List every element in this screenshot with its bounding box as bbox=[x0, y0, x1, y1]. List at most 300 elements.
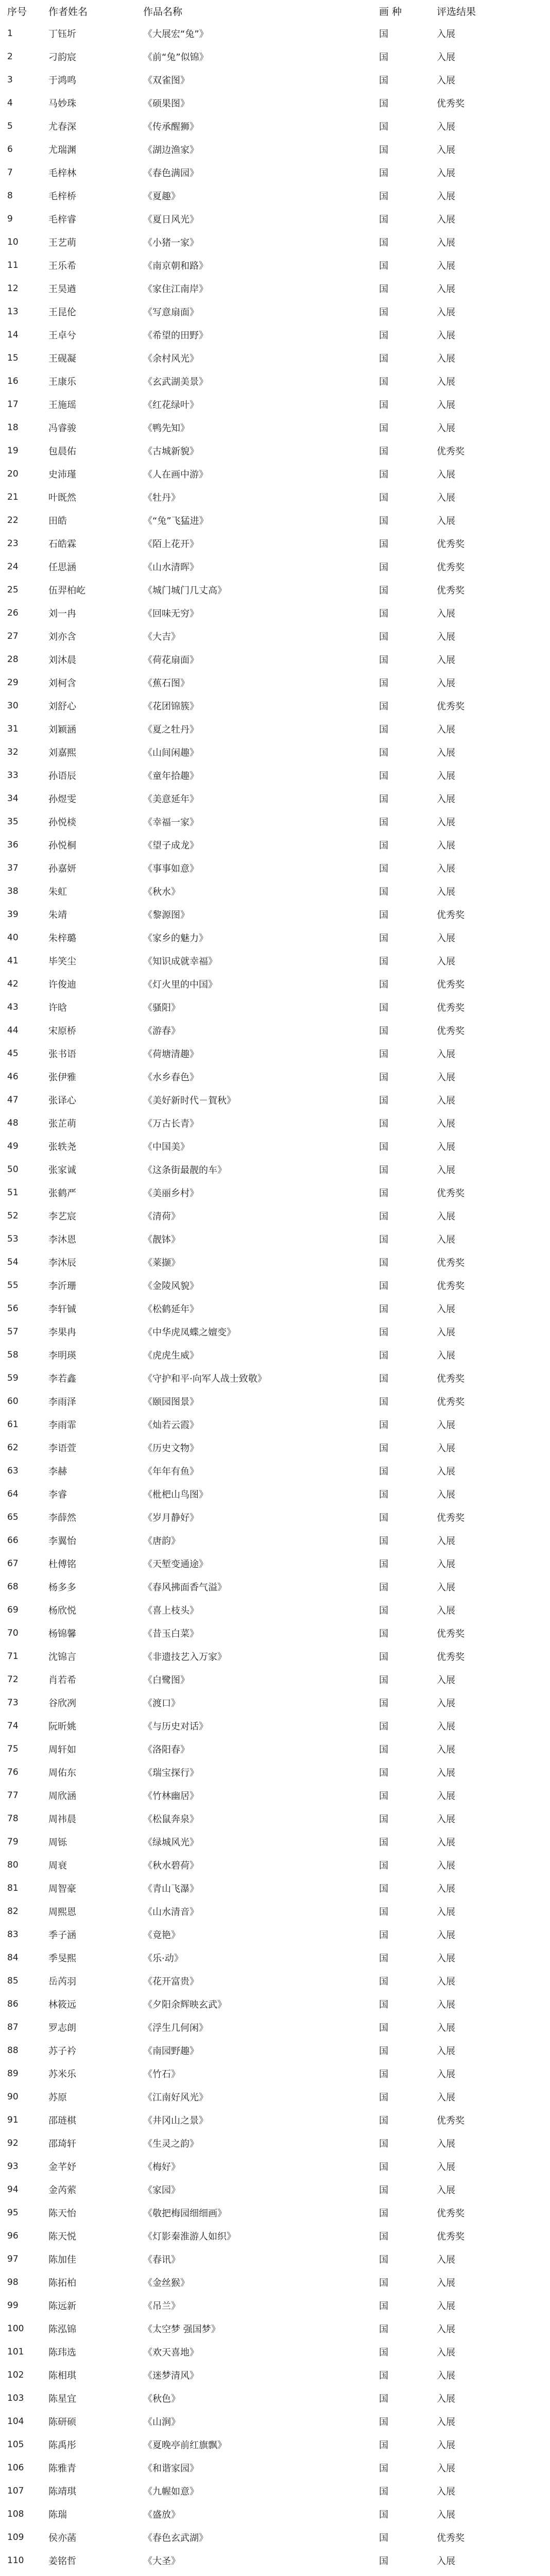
table-row bbox=[0, 2108, 550, 2131]
row-author: 李语萱 bbox=[48, 1443, 76, 1454]
row-kind: 国 bbox=[379, 1744, 388, 1755]
row-title bbox=[143, 2572, 379, 2576]
row-kind: 国 bbox=[379, 422, 388, 434]
row-author: 叶既然 bbox=[48, 492, 76, 503]
row-number: 98 bbox=[7, 2277, 19, 2287]
row-title: 《迷梦清风》 bbox=[143, 2370, 199, 2381]
row-kind: 国 bbox=[379, 585, 388, 596]
row-kind: 国 bbox=[379, 1211, 388, 1222]
row-author: 刘柯含 bbox=[48, 677, 76, 689]
table-row bbox=[0, 2317, 550, 2340]
row-author: 周祎晨 bbox=[48, 1814, 76, 1825]
row-title: 《中华虎凤蝶之嬗变》 bbox=[143, 1327, 236, 1338]
row-number: 35 bbox=[7, 816, 19, 827]
row-title: 《双雀图》 bbox=[143, 75, 190, 86]
table-row bbox=[0, 253, 550, 277]
row-number: 2 bbox=[7, 51, 13, 62]
row-kind: 国 bbox=[379, 562, 388, 573]
table-row bbox=[0, 1876, 550, 1900]
row-result: 入展 bbox=[437, 1350, 455, 1361]
table-row bbox=[0, 1714, 550, 1737]
row-number: 46 bbox=[7, 1071, 19, 1082]
row-title: 《骚阳》 bbox=[143, 1002, 180, 1013]
row-number: 102 bbox=[7, 2369, 24, 2380]
row-title: 《古城新貌》 bbox=[143, 446, 199, 457]
table-row bbox=[0, 416, 550, 439]
row-title: 《硕果图》 bbox=[143, 98, 190, 109]
row-title: 《美好新时代－賀秋》 bbox=[143, 1095, 236, 1106]
row-title: 《松鼠奔泉》 bbox=[143, 1814, 199, 1825]
row-kind: 国 bbox=[379, 770, 388, 782]
row-result: 入展 bbox=[437, 1164, 455, 1176]
row-author: 包晨佑 bbox=[48, 446, 76, 457]
row-author: 孙煜雯 bbox=[48, 793, 76, 805]
row-number: 91 bbox=[7, 2114, 19, 2125]
row-title: 《家乡的魅力》 bbox=[143, 933, 208, 944]
row-author: 陈相琪 bbox=[48, 2370, 76, 2381]
row-number: 108 bbox=[7, 2509, 24, 2519]
row-author: 王施瑶 bbox=[48, 399, 76, 411]
row-kind: 国 bbox=[379, 399, 388, 411]
row-title: 《余村风光》 bbox=[143, 353, 199, 364]
row-kind: 国 bbox=[379, 1721, 388, 1732]
row-number: 17 bbox=[7, 399, 19, 410]
table-row bbox=[0, 1366, 550, 1389]
table-row bbox=[0, 555, 550, 578]
row-result: 入展 bbox=[437, 237, 455, 248]
table-row bbox=[0, 68, 550, 91]
table-row bbox=[0, 2155, 550, 2178]
row-kind: 国 bbox=[379, 817, 388, 828]
table-row bbox=[0, 300, 550, 323]
row-title: 《与历史对话》 bbox=[143, 1721, 208, 1732]
row-number: 93 bbox=[7, 2161, 19, 2172]
table-row bbox=[0, 2062, 550, 2085]
table-row bbox=[0, 578, 550, 601]
table-row bbox=[0, 1111, 550, 1134]
table-row bbox=[0, 1737, 550, 1760]
row-title: 《夏之牡丹》 bbox=[143, 724, 199, 735]
row-kind: 国 bbox=[379, 631, 388, 642]
row-kind: 国 bbox=[379, 1860, 388, 1871]
row-kind: 国 bbox=[379, 1674, 388, 1686]
row-result: 入展 bbox=[437, 840, 455, 851]
row-title: 《敬把梅园细细画》 bbox=[143, 2208, 227, 2219]
row-result: 入展 bbox=[437, 2300, 455, 2312]
table-row bbox=[0, 1250, 550, 1274]
row-number bbox=[0, 2572, 48, 2576]
row-author: 王艺萌 bbox=[48, 237, 76, 248]
row-kind: 国 bbox=[379, 909, 388, 921]
row-number: 58 bbox=[7, 1349, 19, 1360]
row-title: 《春风拂面香气溢》 bbox=[143, 1582, 227, 1593]
row-kind: 国 bbox=[379, 2208, 388, 2219]
row-kind: 国 bbox=[379, 793, 388, 805]
row-title: 《鸭先知》 bbox=[143, 422, 190, 434]
row-number: 81 bbox=[7, 1883, 19, 1893]
row-result: 入展 bbox=[437, 677, 455, 689]
row-title: 《湖边渔家》 bbox=[143, 144, 199, 156]
table-row bbox=[0, 2201, 550, 2224]
table-row bbox=[0, 2085, 550, 2108]
row-number: 21 bbox=[7, 492, 19, 502]
table-row bbox=[0, 1969, 550, 1992]
row-number: 78 bbox=[7, 1813, 19, 1824]
row-title: 《大展宏“兔”》 bbox=[143, 28, 209, 40]
row-title: 《美丽乡村》 bbox=[143, 1188, 199, 1199]
row-result: 入展 bbox=[437, 2347, 455, 2358]
row-number: 13 bbox=[7, 306, 19, 317]
table-row bbox=[0, 230, 550, 253]
table-row bbox=[0, 207, 550, 230]
row-author: 陈玮选 bbox=[48, 2347, 76, 2358]
row-title: 《城门城门几丈高》 bbox=[143, 585, 227, 596]
row-kind: 国 bbox=[379, 608, 388, 619]
row-result: 入展 bbox=[437, 747, 455, 758]
row-result: 入展 bbox=[437, 492, 455, 503]
row-result: 优秀奖 bbox=[437, 701, 465, 712]
row-result: 入展 bbox=[437, 1953, 455, 1964]
row-result: 优秀奖 bbox=[437, 1002, 465, 1013]
row-result: 入展 bbox=[437, 2045, 455, 2057]
row-author: 李赫 bbox=[48, 1466, 67, 1477]
table-row bbox=[0, 1645, 550, 1668]
row-author: 许俊迪 bbox=[48, 979, 76, 990]
table-row bbox=[0, 1413, 550, 1436]
row-kind: 国 bbox=[379, 2324, 388, 2335]
row-author: 张译心 bbox=[48, 1095, 76, 1106]
row-title: 《南京朝和路》 bbox=[143, 260, 208, 272]
row-number: 24 bbox=[7, 561, 19, 572]
row-result: 入展 bbox=[437, 817, 455, 828]
row-number: 104 bbox=[7, 2416, 24, 2427]
row-kind: 国 bbox=[379, 1002, 388, 1013]
row-result: 入展 bbox=[437, 608, 455, 619]
row-number: 92 bbox=[7, 2138, 19, 2148]
row-number: 110 bbox=[7, 2555, 24, 2566]
row-result: 入展 bbox=[437, 330, 455, 341]
table-row bbox=[0, 972, 550, 995]
row-kind: 国 bbox=[379, 1280, 388, 1292]
table-row bbox=[0, 926, 550, 949]
header-kind: 画 种 bbox=[379, 6, 402, 18]
row-number: 23 bbox=[7, 538, 19, 549]
row-author: 阮昕姚 bbox=[48, 1721, 76, 1732]
row-title: 《梅好》 bbox=[143, 2161, 180, 2173]
row-number: 67 bbox=[7, 1558, 19, 1569]
row-number: 99 bbox=[7, 2300, 19, 2311]
row-author: 刘沐晨 bbox=[48, 654, 76, 666]
row-kind: 国 bbox=[379, 1188, 388, 1199]
table-row bbox=[0, 323, 550, 346]
row-title: 《知识成就幸福》 bbox=[143, 956, 217, 967]
row-author: 陈泓锦 bbox=[48, 2324, 76, 2335]
table-row bbox=[0, 462, 550, 485]
row-number: 76 bbox=[7, 1767, 19, 1777]
row-title: 《绿城风光》 bbox=[143, 1837, 199, 1848]
row-author: 金芊妤 bbox=[48, 2161, 76, 2173]
row-title: 《陌上花开》 bbox=[143, 538, 199, 550]
row-number: 97 bbox=[7, 2253, 19, 2264]
row-kind: 国 bbox=[379, 840, 388, 851]
row-title: 《靓钵》 bbox=[143, 1234, 180, 1245]
row-number: 57 bbox=[7, 1326, 19, 1337]
table-row bbox=[0, 1853, 550, 1876]
row-number: 18 bbox=[7, 422, 19, 433]
table-row bbox=[0, 393, 550, 416]
row-kind: 国 bbox=[379, 469, 388, 480]
row-title: 《春色满园》 bbox=[143, 167, 199, 179]
table-row bbox=[0, 1830, 550, 1853]
row-result: 入展 bbox=[437, 260, 455, 272]
row-author: 任思涵 bbox=[48, 562, 76, 573]
row-title: 《洛阳春》 bbox=[143, 1744, 190, 1755]
row-number: 100 bbox=[7, 2323, 24, 2334]
row-title: 《荷花扇面》 bbox=[143, 654, 199, 666]
row-kind: 国 bbox=[379, 2277, 388, 2289]
row-author: 孙嘉妍 bbox=[48, 863, 76, 874]
row-result: 入展 bbox=[437, 2555, 455, 2567]
table-row bbox=[0, 903, 550, 926]
row-number: 105 bbox=[7, 2439, 24, 2450]
row-result: 入展 bbox=[437, 515, 455, 527]
row-author: 李若鑫 bbox=[48, 1373, 76, 1384]
row-title: 《白鹭图》 bbox=[143, 1674, 190, 1686]
row-result: 入展 bbox=[437, 1118, 455, 1129]
row-result: 入展 bbox=[437, 1674, 455, 1686]
row-title: 《玄武湖美景》 bbox=[143, 376, 208, 387]
row-author: 孙悦桐 bbox=[48, 840, 76, 851]
row-author: 张家诚 bbox=[48, 1164, 76, 1176]
row-number: 49 bbox=[7, 1141, 19, 1151]
row-author: 周铄 bbox=[48, 1837, 67, 1848]
row-kind: 国 bbox=[379, 1953, 388, 1964]
row-title: 《颐园图景》 bbox=[143, 1396, 199, 1408]
row-title: 《灯影秦淮游人如织》 bbox=[143, 2231, 236, 2242]
row-number: 68 bbox=[7, 1581, 19, 1592]
row-kind: 国 bbox=[379, 28, 388, 40]
table-row bbox=[0, 995, 550, 1019]
row-result: 入展 bbox=[437, 1814, 455, 1825]
row-number: 56 bbox=[7, 1303, 19, 1314]
table-row bbox=[0, 1621, 550, 1645]
row-author: 季旻熙 bbox=[48, 1953, 76, 1964]
table-row bbox=[0, 764, 550, 787]
row-title: 《回味无穷》 bbox=[143, 608, 199, 619]
row-author: 谷欣冽 bbox=[48, 1698, 76, 1709]
row-kind: 国 bbox=[379, 1164, 388, 1176]
row-result: 入展 bbox=[437, 2370, 455, 2381]
row-result: 优秀奖 bbox=[437, 446, 465, 457]
row-kind: 国 bbox=[379, 1628, 388, 1639]
row-result: 优秀奖 bbox=[437, 538, 465, 550]
header-row bbox=[0, 0, 550, 22]
header-result: 评选结果 bbox=[437, 6, 476, 18]
row-result: 入展 bbox=[437, 52, 455, 63]
row-number: 27 bbox=[7, 631, 19, 641]
row-kind: 国 bbox=[379, 2092, 388, 2103]
row-title: 《秋色》 bbox=[143, 2393, 180, 2404]
row-author: 苏原 bbox=[48, 2092, 67, 2103]
row-author: 杨锦馨 bbox=[48, 1628, 76, 1639]
row-number: 62 bbox=[7, 1442, 19, 1453]
row-title: 《荷塘清趣》 bbox=[143, 1048, 199, 1060]
row-author: 刁韵宸 bbox=[48, 52, 76, 63]
table-row bbox=[0, 2039, 550, 2062]
table-row bbox=[0, 810, 550, 833]
row-result: 入展 bbox=[437, 2324, 455, 2335]
row-number: 40 bbox=[7, 932, 19, 943]
row-result: 入展 bbox=[437, 2439, 455, 2451]
row-result: 入展 bbox=[437, 1790, 455, 1802]
row-author: 周欣涵 bbox=[48, 1790, 76, 1802]
row-author: 刘一冉 bbox=[48, 608, 76, 619]
row-author: 王昊遒 bbox=[48, 283, 76, 295]
row-kind: 国 bbox=[379, 1327, 388, 1338]
row-result: 入展 bbox=[437, 933, 455, 944]
table-row bbox=[0, 161, 550, 184]
row-author: 苏子衿 bbox=[48, 2045, 76, 2057]
row-result: 入展 bbox=[437, 1976, 455, 1987]
row-kind: 国 bbox=[379, 1651, 388, 1663]
table-row bbox=[0, 2549, 550, 2572]
row-number: 25 bbox=[7, 584, 19, 595]
row-author: 刘舒心 bbox=[48, 701, 76, 712]
row-kind: 国 bbox=[379, 52, 388, 63]
table-row bbox=[0, 2224, 550, 2247]
row-author: 王砚凝 bbox=[48, 353, 76, 364]
table-row bbox=[0, 1900, 550, 1923]
row-author: 宋原桥 bbox=[48, 1025, 76, 1037]
row-kind: 国 bbox=[379, 1095, 388, 1106]
table-row bbox=[0, 2526, 550, 2549]
row-author: 孙悦棪 bbox=[48, 817, 76, 828]
row-author: 杨欣悦 bbox=[48, 1605, 76, 1616]
row-result: 优秀奖 bbox=[437, 1651, 465, 1663]
row-number: 71 bbox=[7, 1651, 19, 1662]
row-result bbox=[437, 2572, 550, 2576]
table-row bbox=[0, 277, 550, 300]
row-kind: 国 bbox=[379, 1303, 388, 1315]
row-number: 36 bbox=[7, 839, 19, 850]
row-kind: 国 bbox=[379, 492, 388, 503]
row-result: 优秀奖 bbox=[437, 909, 465, 921]
row-number: 53 bbox=[7, 1233, 19, 1244]
row-title: 《松鹤延年》 bbox=[143, 1303, 199, 1315]
table-row bbox=[0, 2433, 550, 2456]
row-title: 《唐韵》 bbox=[143, 1535, 180, 1547]
row-kind: 国 bbox=[379, 747, 388, 758]
row-result: 入展 bbox=[437, 214, 455, 225]
row-kind: 国 bbox=[379, 2347, 388, 2358]
row-title: 《吊兰》 bbox=[143, 2300, 180, 2312]
row-result: 优秀奖 bbox=[437, 1396, 465, 1408]
row-title: 《山涧》 bbox=[143, 2416, 180, 2428]
row-result: 入展 bbox=[437, 28, 455, 40]
row-number: 82 bbox=[7, 1906, 19, 1917]
row-result: 入展 bbox=[437, 654, 455, 666]
row-title: 《竹林幽居》 bbox=[143, 1790, 199, 1802]
row-title: 《井冈山之景》 bbox=[143, 2115, 208, 2126]
table-row bbox=[0, 1227, 550, 1250]
row-number: 79 bbox=[7, 1836, 19, 1847]
row-title: 《南园野趣》 bbox=[143, 2045, 199, 2057]
row-result: 入展 bbox=[437, 2393, 455, 2404]
row-result: 入展 bbox=[437, 399, 455, 411]
row-result: 优秀奖 bbox=[437, 585, 465, 596]
row-title: 《盛放》 bbox=[143, 2509, 180, 2520]
row-number: 103 bbox=[7, 2393, 24, 2403]
table-row bbox=[0, 1274, 550, 1297]
row-kind: 国 bbox=[379, 2115, 388, 2126]
row-author: 周轩如 bbox=[48, 1744, 76, 1755]
row-kind: 国 bbox=[379, 1814, 388, 1825]
table-row bbox=[0, 532, 550, 555]
row-number: 11 bbox=[7, 260, 19, 270]
row-author: 史沛瑾 bbox=[48, 469, 76, 480]
row-author: 石皓霖 bbox=[48, 538, 76, 550]
row-number: 16 bbox=[7, 376, 19, 386]
row-title: 《夏日风光》 bbox=[143, 214, 199, 225]
row-number: 5 bbox=[7, 121, 13, 131]
row-kind: 国 bbox=[379, 701, 388, 712]
row-title: 《乐·动》 bbox=[143, 1953, 183, 1964]
table-row bbox=[0, 439, 550, 462]
table-row bbox=[0, 1019, 550, 1042]
row-kind: 国 bbox=[379, 2300, 388, 2312]
row-result: 优秀奖 bbox=[437, 979, 465, 990]
row-title: 《“兔”飞猛进》 bbox=[143, 515, 209, 527]
row-number: 106 bbox=[7, 2462, 24, 2473]
table-row bbox=[0, 1529, 550, 1552]
row-title: 《望子成龙》 bbox=[143, 840, 199, 851]
row-author: 陈雅青 bbox=[48, 2463, 76, 2474]
table-row bbox=[0, 694, 550, 717]
row-result: 入展 bbox=[437, 2092, 455, 2103]
row-result: 入展 bbox=[437, 1535, 455, 1547]
row-result: 入展 bbox=[437, 2463, 455, 2474]
row-author: 毛梓桥 bbox=[48, 191, 76, 202]
row-result: 入展 bbox=[437, 1327, 455, 1338]
row-title: 《小猪一家》 bbox=[143, 237, 199, 248]
row-kind: 国 bbox=[379, 2463, 388, 2474]
header-no: 序号 bbox=[7, 6, 27, 18]
row-result: 入展 bbox=[437, 2138, 455, 2149]
row-number: 43 bbox=[7, 1002, 19, 1012]
row-author: 陈靖琪 bbox=[48, 2486, 76, 2497]
row-result: 入展 bbox=[437, 167, 455, 179]
row-kind: 国 bbox=[379, 330, 388, 341]
row-number: 65 bbox=[7, 1512, 19, 1522]
table-row bbox=[0, 1320, 550, 1343]
row-number: 60 bbox=[7, 1396, 19, 1406]
table-row bbox=[0, 1946, 550, 1969]
row-result: 优秀奖 bbox=[437, 1512, 465, 1523]
row-author: 毛梓林 bbox=[48, 167, 76, 179]
table-row bbox=[0, 2340, 550, 2363]
row-result: 入展 bbox=[437, 886, 455, 897]
row-author: 苏米乐 bbox=[48, 2069, 76, 2080]
row-author: 田皓 bbox=[48, 515, 67, 527]
row-kind: 国 bbox=[379, 1118, 388, 1129]
row-kind: 国 bbox=[379, 1025, 388, 1037]
row-kind: 国 bbox=[379, 1790, 388, 1802]
row-author: 王卓兮 bbox=[48, 330, 76, 341]
row-result: 优秀奖 bbox=[437, 1257, 465, 1268]
row-kind: 国 bbox=[379, 2393, 388, 2404]
row-result: 入展 bbox=[437, 724, 455, 735]
row-author: 马妙珠 bbox=[48, 98, 76, 109]
